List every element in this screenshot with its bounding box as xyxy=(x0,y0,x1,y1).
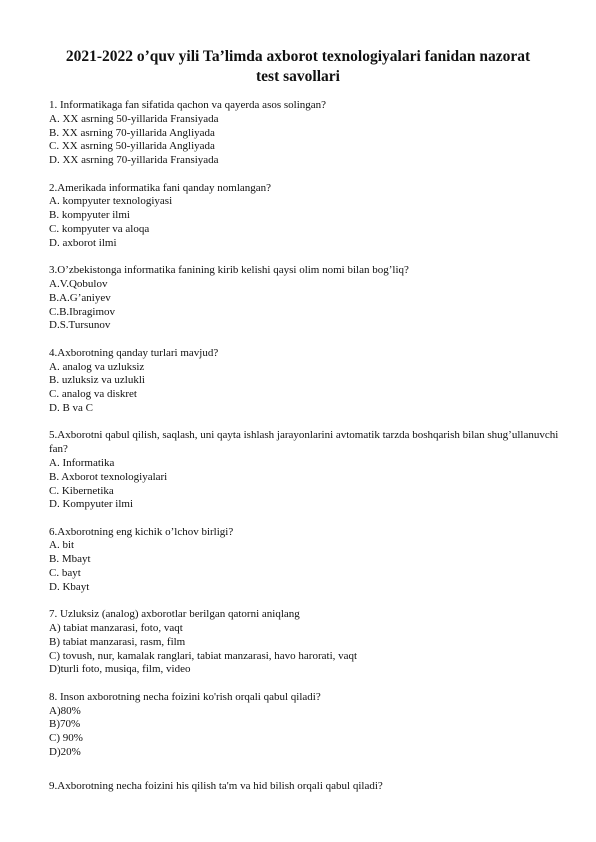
answer-option: D. axborot ilmi xyxy=(49,236,117,249)
answer-option: C. kompyuter va aloqa xyxy=(49,222,150,235)
answer-option: C.B.Ibragimov xyxy=(49,305,115,318)
answer-option: B. kompyuter ilmi xyxy=(49,209,130,222)
answer-option: C. XX asrning 50-yillarida Angliyada xyxy=(49,140,215,153)
answer-option: B) tabiat manzarasi, rasm, film xyxy=(49,635,186,648)
question-text: 7. Uzluksiz (analog) axborotlar berilgan qatorni aniqlang xyxy=(49,608,300,621)
answer-option: A)80% xyxy=(49,704,81,717)
answer-option: D.S.Tursunov xyxy=(49,319,111,332)
answer-option: D)20% xyxy=(49,746,81,759)
question-text: 8. Inson axborotning necha foizini ko'rish orqali qabul qiladi? xyxy=(49,690,321,703)
question-item xyxy=(49,780,569,794)
answer-option: C) tovush, nur, kamalak ranglari, tabiat manzarasi, havo harorati, vaqt xyxy=(49,649,358,662)
answer-option: A. Informatika xyxy=(49,456,115,469)
answer-option: A. XX asrning 50-yillarida Fransiyada xyxy=(49,112,219,125)
question-item xyxy=(49,429,569,512)
answer-option: A) tabiat manzarasi, foto, vaqt xyxy=(49,622,183,635)
question-text: 6.Axborotning eng kichik o’lchov birligi? xyxy=(49,525,234,538)
answer-option: D. B va C xyxy=(49,401,93,414)
question-item xyxy=(49,347,569,416)
answer-option: C) 90% xyxy=(49,732,83,745)
answer-option: A. analog va uzluksiz xyxy=(49,360,145,373)
answer-option: C. Kibernetika xyxy=(49,484,114,497)
document-title xyxy=(40,47,556,87)
question-item xyxy=(49,526,569,595)
answer-option: D)turli foto, musiqa, film, video xyxy=(49,663,191,676)
question-item xyxy=(49,608,569,677)
answer-option: B. uzluksiz va uzlukli xyxy=(49,374,145,387)
answer-option: A. bit xyxy=(49,539,75,552)
question-item xyxy=(49,691,569,760)
answer-option: C. bayt xyxy=(49,567,81,580)
answer-option: B.A.G’aniyev xyxy=(49,291,111,304)
question-text: 3.O’zbekistonga informatika fanining kirib kelishi qaysi olim nomi bilan bog’liq? xyxy=(49,264,409,277)
question-item xyxy=(49,99,569,168)
answer-option: D. XX asrning 70-yillarida Fransiyada xyxy=(49,154,219,167)
question-text: 9.Axborotning necha foizini his qilish ta'm va hid bilish orqali qabul qiladi? xyxy=(49,779,383,792)
question-text: 1. Informatikaga fan sifatida qachon va qayerda asos solingan? xyxy=(49,99,327,111)
answer-option: A.V.Qobulov xyxy=(49,277,108,290)
title-line-1: 2021-2022 o’quv yili Ta’limda axborot texnologiyalari fanidan nazorat xyxy=(65,48,531,65)
question-text: 5.Axborotni qabul qilish, saqlash, uni qayta ishlash jarayonlarini avtomatik tarzda boshqarish bilan shug’ullanuvchi fan? xyxy=(49,429,562,456)
question-item xyxy=(49,182,569,251)
question-list xyxy=(49,99,569,807)
question-text: 4.Axborotning qanday turlari mavjud? xyxy=(49,346,219,359)
answer-option: B. XX asrning 70-yillarida Angliyada xyxy=(49,126,215,139)
answer-option: B. Axborot texnologiyalari xyxy=(49,470,168,483)
question-item xyxy=(49,264,569,333)
title-line-2: test savollari xyxy=(256,68,340,85)
answer-option: A. kompyuter texnologiyasi xyxy=(49,195,173,208)
answer-option: D. Kompyuter ilmi xyxy=(49,498,134,511)
question-text: 2.Amerikada informatika fani qanday nomlangan? xyxy=(49,181,272,194)
answer-option: B)70% xyxy=(49,718,81,731)
answer-option: B. Mbayt xyxy=(49,553,91,566)
answer-option: D. Kbayt xyxy=(49,580,90,593)
answer-option: C. analog va diskret xyxy=(49,388,137,401)
